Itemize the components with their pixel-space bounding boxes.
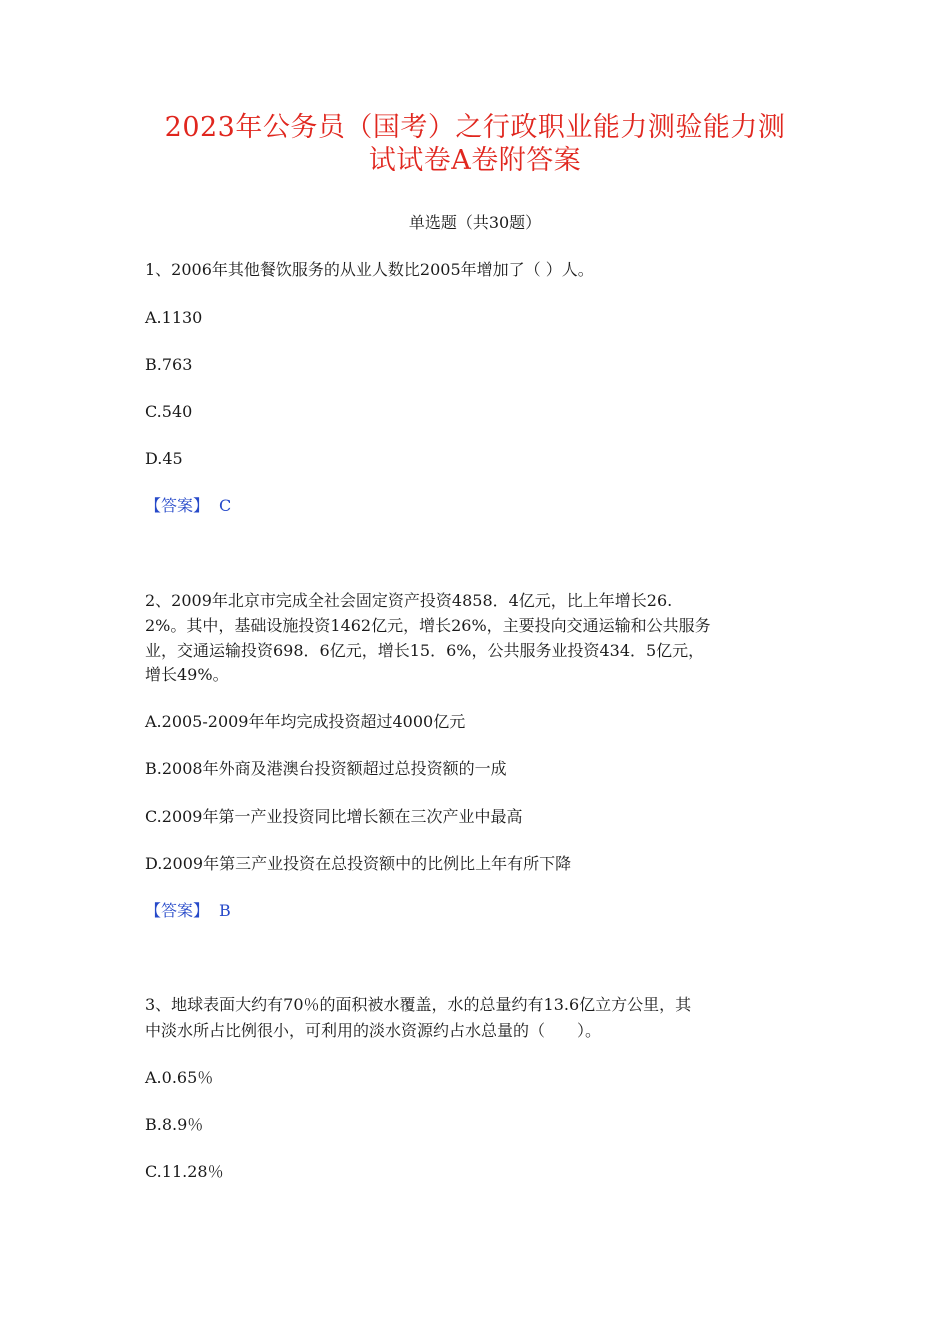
question-3-stem-line-2: 中淡水所占比例很小，可利用的淡水资源约占水总量的（ ）。 <box>145 1021 602 1040</box>
question-2-stem-line-1: 2、2009年北京市完成全社会固定资产投资4858．4亿元，比上年增长26. <box>145 591 673 610</box>
answer-value: B <box>219 901 231 920</box>
document-title-line-1: 2023年公务员（国考）之行政职业能力测验能力测 <box>164 112 786 143</box>
question-1-option-a: A.1130 <box>145 308 203 327</box>
question-2-stem-line-3: 业，交通运输投资698．6亿元，增长15．6%，公共服务业投资434．5亿元， <box>145 641 705 660</box>
question-3-stem-line-1: 3、地球表面大约有70％的面积被水覆盖，水的总量约有13.6亿立方公里，其 <box>145 995 692 1014</box>
answer-label: 【答案】 <box>145 901 210 920</box>
question-1-option-c: C.540 <box>145 402 193 421</box>
question-1-answer <box>145 494 815 518</box>
question-1-stem: 1、2006年其他餐饮服务的从业人数比2005年增加了（ ）人。 <box>145 260 594 279</box>
answer-value: C <box>219 496 232 515</box>
question-2-option-a: A.2005-2009年年均完成投资超过4000亿元 <box>145 712 466 731</box>
question-2-answer <box>145 899 815 923</box>
question-1-option-d: D.45 <box>145 449 183 468</box>
answer-label: 【答案】 <box>145 496 210 515</box>
question-3-option-a: A.0.65％ <box>145 1068 214 1087</box>
question-3-option-b: B.8.9％ <box>145 1115 204 1134</box>
question-1-option-b: B.763 <box>145 355 193 374</box>
question-2-option-b: B.2008年外商及港澳台投资额超过总投资额的一成 <box>145 759 507 778</box>
question-3-option-c: C.11.28％ <box>145 1162 224 1181</box>
section-heading: 单选题（共30题） <box>408 213 542 232</box>
question-2-option-c: C.2009年第一产业投资同比增长额在三次产业中最高 <box>145 807 523 826</box>
document-title-line-2: 试试卷A卷附答案 <box>368 145 582 176</box>
question-2-stem-line-4: 增长49%。 <box>145 665 229 684</box>
question-2-option-d: D.2009年第三产业投资在总投资额中的比例比上年有所下降 <box>145 854 572 873</box>
question-2-stem-line-2: 2%。其中，基础设施投资1462亿元，增长26%，主要投向交通运输和公共服务 <box>145 616 711 635</box>
